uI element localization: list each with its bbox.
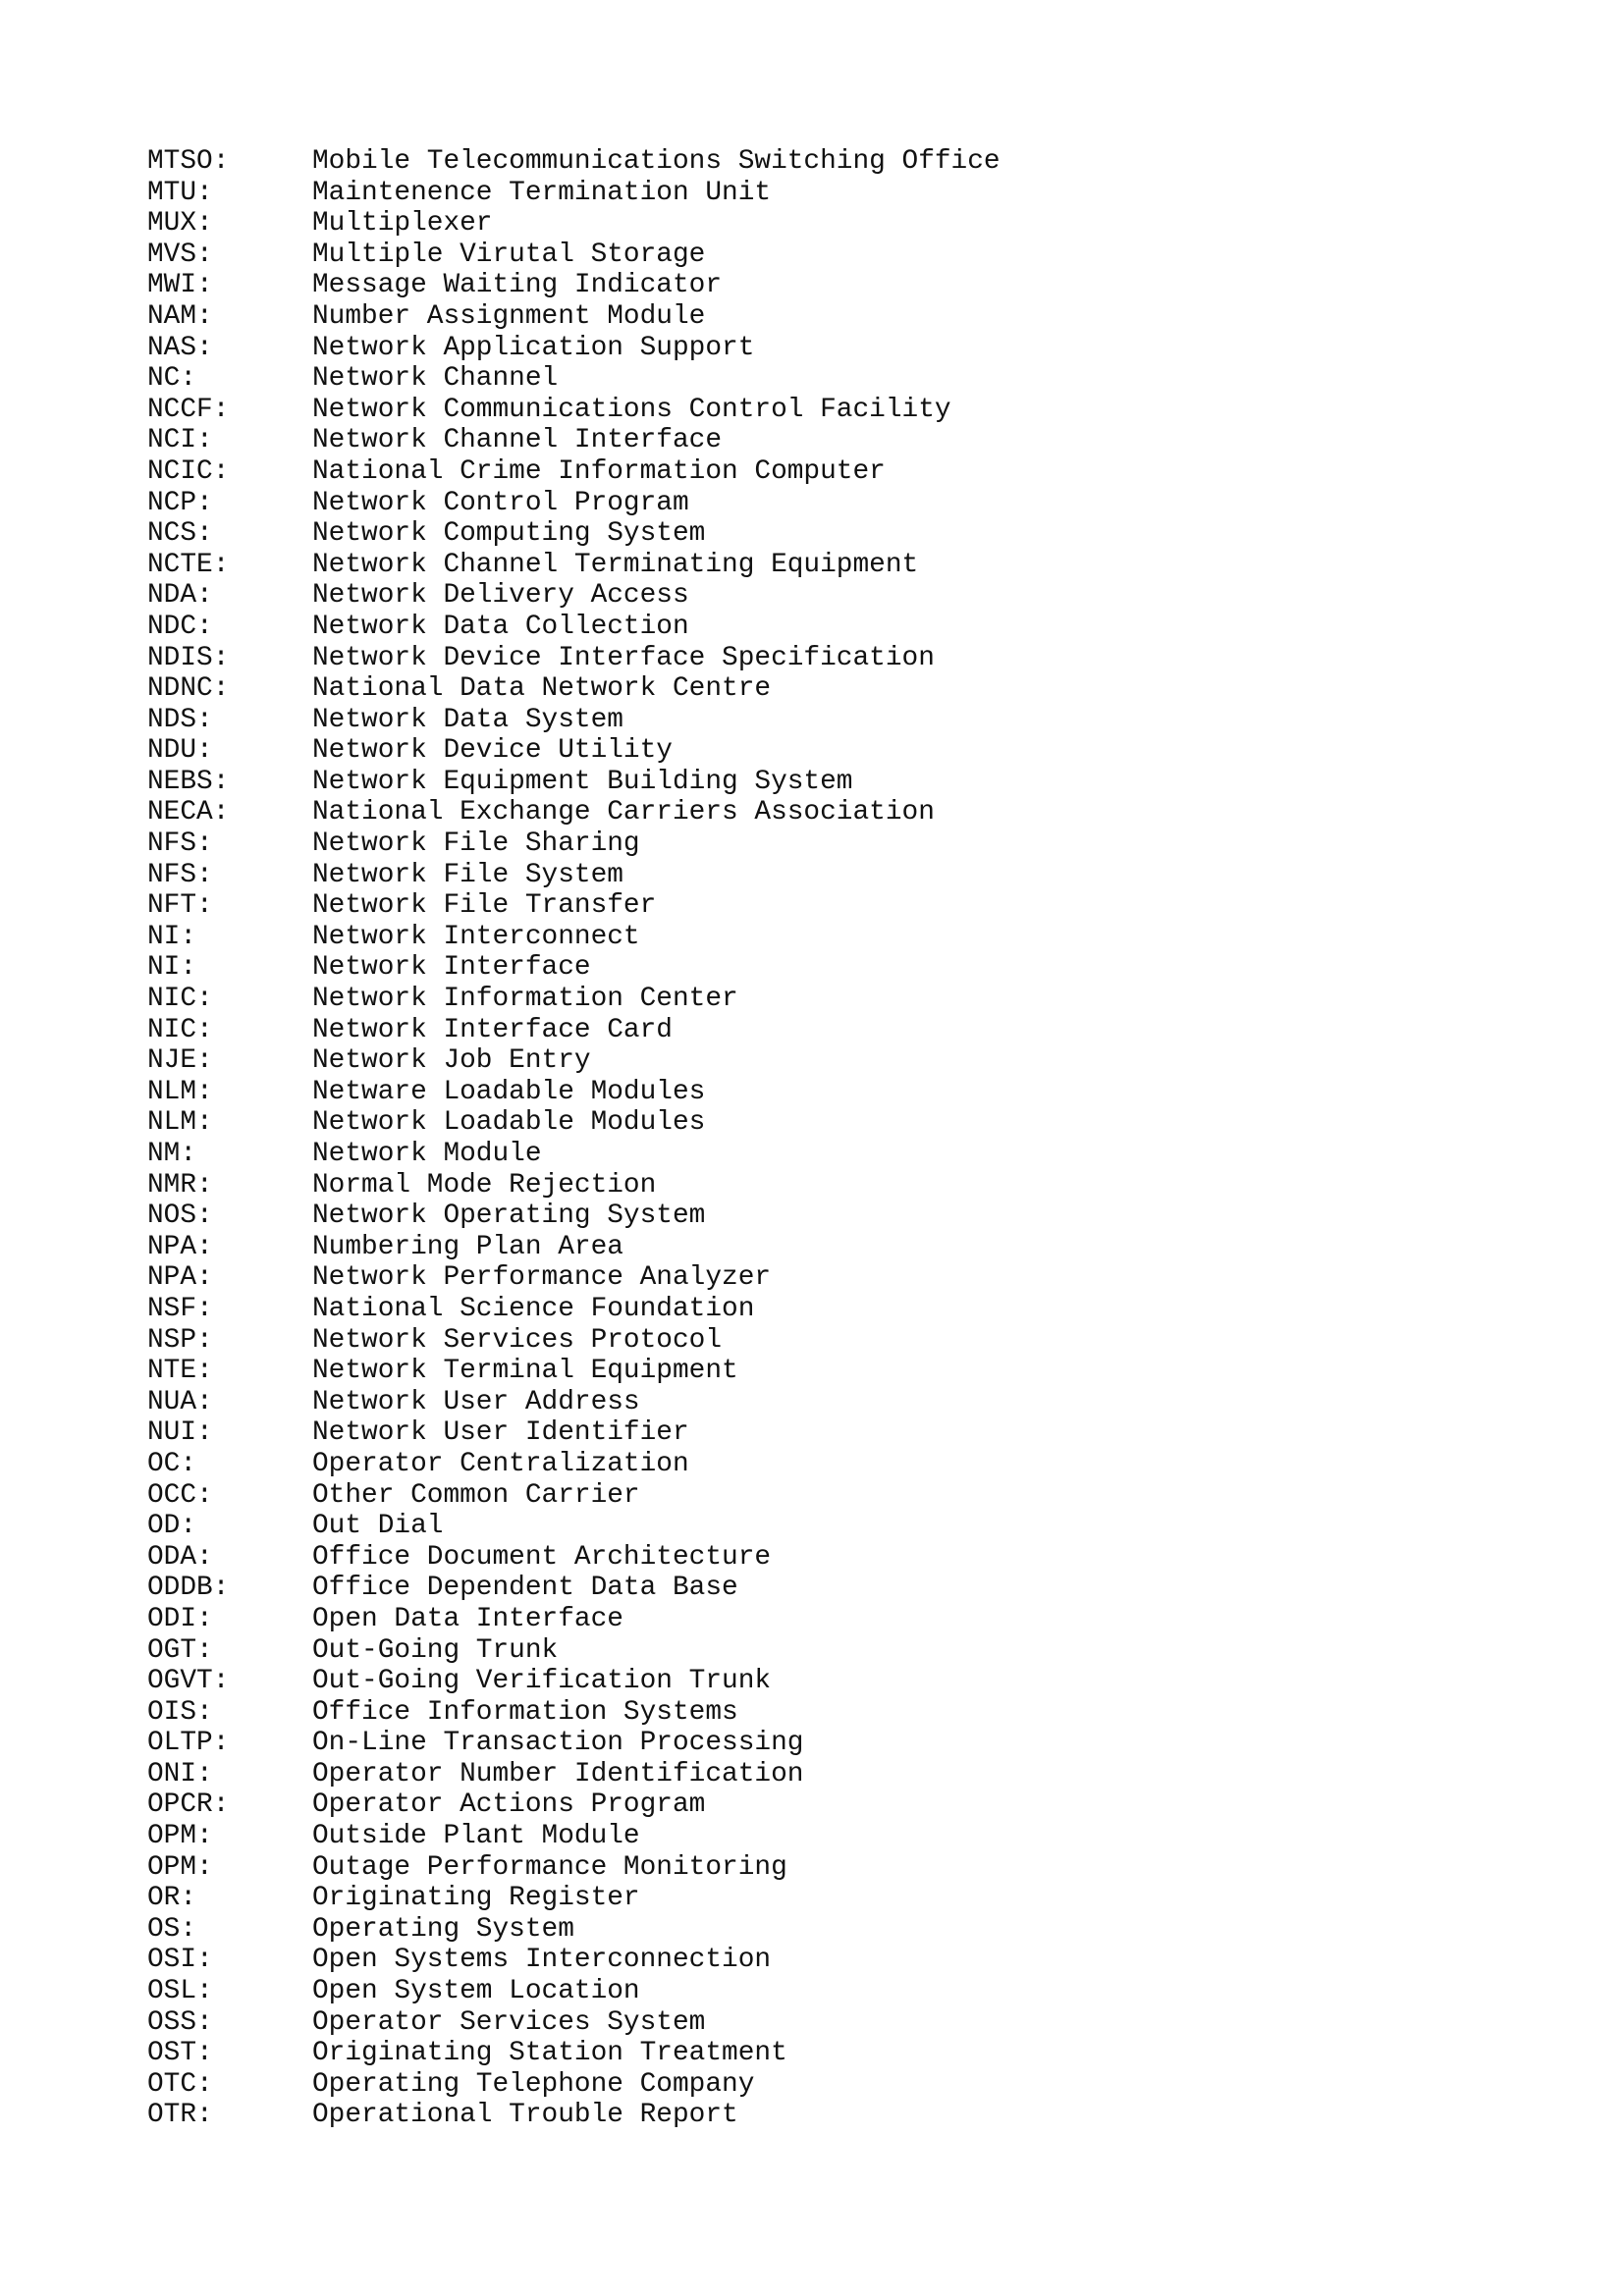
acronym: NLM: (147, 1076, 213, 1107)
acronym-entry (147, 890, 1001, 922)
acronym: NUI: (147, 1417, 213, 1449)
acronym: OPCR: (147, 1789, 230, 1821)
acronym: NIC: (147, 1014, 213, 1045)
acronym-definition: Operator Services System (312, 2006, 706, 2038)
acronym-definition: Network Performance Analyzer (312, 1262, 772, 1294)
acronym-definition: Network Terminal Equipment (312, 1356, 738, 1387)
acronym-entry (147, 146, 1001, 178)
acronym-definition: Network File System (312, 859, 623, 890)
acronym: NCP: (147, 487, 213, 518)
acronym-definition: Network Interface (312, 952, 591, 984)
acronym-definition: National Crime Information Computer (312, 455, 886, 487)
acronym: NDA: (147, 580, 213, 612)
acronym-definition: Network Equipment Building System (312, 766, 853, 797)
acronym-definition: Network Device Utility (312, 735, 673, 767)
acronym-entry (147, 333, 1001, 364)
acronym: OTC: (147, 2068, 213, 2100)
acronym: NFS: (147, 828, 213, 860)
acronym: OPM: (147, 1821, 213, 1852)
acronym: NOS: (147, 1201, 213, 1232)
acronym-definition: Number Assignment Module (312, 300, 706, 332)
acronym-definition: Operator Centralization (312, 1448, 689, 1479)
acronym-entry (147, 1232, 1001, 1263)
acronym-entry (147, 1015, 1001, 1046)
acronym: MWI: (147, 270, 213, 301)
acronym-definition: Network File Transfer (312, 890, 657, 922)
acronym: ODDB: (147, 1573, 230, 1604)
acronym-definition: Network Computing System (312, 518, 706, 550)
acronym-entry (147, 1077, 1001, 1108)
acronym-definition: Network Services Protocol (312, 1324, 723, 1356)
acronym: NCI: (147, 425, 213, 456)
acronym-definition: Maintenence Termination Unit (312, 177, 772, 208)
acronym-definition: Multiplexer (312, 208, 493, 240)
acronym-definition: Open System Location (312, 1976, 640, 2007)
acronym-entry (147, 1976, 1001, 2007)
acronym-definition: Network Application Support (312, 332, 755, 363)
acronym: NCTE: (147, 549, 230, 580)
acronym-definition: Network Communications Control Facility (312, 394, 951, 425)
acronym: NFT: (147, 890, 213, 922)
acronym: NCIC: (147, 455, 230, 487)
acronym-entry (147, 1511, 1001, 1542)
acronym-definition: Network Loadable Modules (312, 1107, 706, 1139)
acronym: OPM: (147, 1851, 213, 1883)
acronym-entry (147, 612, 1001, 643)
acronym-entry (147, 240, 1001, 271)
acronym-definition: National Data Network Centre (312, 673, 772, 705)
acronym-definition: Network Data Collection (312, 611, 689, 642)
acronym-entry (147, 1852, 1001, 1884)
acronym-entry (147, 952, 1001, 984)
acronym-entry (147, 1139, 1001, 1170)
acronym: OC: (147, 1448, 197, 1479)
acronym-entry (147, 984, 1001, 1015)
acronym-entry (147, 301, 1001, 333)
acronym-entry (147, 1170, 1001, 1201)
acronym: OIS: (147, 1696, 213, 1728)
acronym-entry (147, 550, 1001, 581)
acronym-definition: Network Interconnect (312, 921, 640, 952)
acronym-entry (147, 1789, 1001, 1821)
acronym-definition: Out-Going Verification Trunk (312, 1666, 772, 1697)
acronym-list (147, 146, 1001, 2131)
acronym-definition: Open Systems Interconnection (312, 1945, 772, 1976)
acronym-entry (147, 395, 1001, 426)
acronym-entry (147, 1697, 1001, 1729)
acronym-definition: Operator Number Identification (312, 1758, 804, 1789)
acronym-entry (147, 1294, 1001, 1325)
acronym-entry (147, 518, 1001, 550)
acronym: MTU: (147, 177, 213, 208)
acronym: NTE: (147, 1356, 213, 1387)
acronym: NAM: (147, 300, 213, 332)
acronym-entry (147, 1262, 1001, 1294)
acronym-definition: Network Interface Card (312, 1014, 673, 1045)
acronym-entry (147, 860, 1001, 891)
acronym-definition: Network Channel Terminating Equipment (312, 549, 919, 580)
acronym-entry (147, 767, 1001, 798)
acronym: NLM: (147, 1107, 213, 1139)
acronym-entry (147, 1604, 1001, 1635)
acronym: MUX: (147, 208, 213, 240)
acronym-definition: Out Dial (312, 1511, 444, 1542)
acronym-definition: Network Channel Interface (312, 425, 723, 456)
acronym: NM: (147, 1139, 197, 1169)
acronym: NDIS: (147, 642, 230, 673)
acronym-definition: Outside Plant Module (312, 1821, 640, 1852)
acronym-definition: Originating Register (312, 1883, 640, 1914)
acronym: OSI: (147, 1945, 213, 1976)
acronym-definition: Network Delivery Access (312, 580, 689, 612)
acronym-entry (147, 828, 1001, 860)
acronym: OGVT: (147, 1666, 230, 1697)
acronym: MTSO: (147, 146, 230, 177)
acronym-entry (147, 1201, 1001, 1232)
acronym-definition: Network Control Program (312, 487, 689, 518)
acronym-definition: On-Line Transaction Processing (312, 1728, 804, 1759)
acronym-definition: Network Operating System (312, 1201, 706, 1232)
acronym-entry (147, 580, 1001, 612)
acronym-definition: Netware Loadable Modules (312, 1076, 706, 1107)
acronym-entry (147, 1666, 1001, 1697)
acronym-entry (147, 1635, 1001, 1667)
acronym: NDU: (147, 735, 213, 767)
acronym-entry (147, 2007, 1001, 2039)
acronym: NJE: (147, 1045, 213, 1077)
acronym: NAS: (147, 332, 213, 363)
acronym-definition: Open Data Interface (312, 1603, 623, 1634)
acronym-entry (147, 2038, 1001, 2069)
acronym-entry (147, 1542, 1001, 1574)
acronym-entry (147, 1821, 1001, 1852)
acronym: OS: (147, 1913, 197, 1945)
acronym: ONI: (147, 1758, 213, 1789)
acronym: NSP: (147, 1324, 213, 1356)
acronym: NFS: (147, 859, 213, 890)
acronym-definition: Office Document Architecture (312, 1541, 772, 1573)
acronym-definition: Operating Telephone Company (312, 2068, 755, 2100)
acronym-definition: Mobile Telecommunications Switching Office (312, 146, 1001, 177)
acronym-entry (147, 1045, 1001, 1077)
acronym-definition: Office Dependent Data Base (312, 1573, 738, 1604)
acronym-entry (147, 1387, 1001, 1418)
acronym-entry (147, 705, 1001, 736)
acronym: NI: (147, 952, 197, 984)
acronym: OR: (147, 1883, 197, 1914)
acronym: OCC: (147, 1479, 213, 1511)
acronym-definition: Outage Performance Monitoring (312, 1851, 787, 1883)
acronym: MVS: (147, 239, 213, 270)
acronym-definition: Out-Going Trunk (312, 1634, 559, 1666)
acronym-entry (147, 1356, 1001, 1387)
acronym-entry (147, 1945, 1001, 1976)
acronym-definition: National Science Foundation (312, 1293, 755, 1324)
acronym-definition: Network Job Entry (312, 1045, 591, 1077)
acronym: NC: (147, 363, 197, 395)
acronym: OSL: (147, 1976, 213, 2007)
acronym: NMR: (147, 1169, 213, 1201)
acronym-definition: Network Device Interface Specification (312, 642, 935, 673)
acronym: NCCF: (147, 394, 230, 425)
acronym-entry (147, 1573, 1001, 1604)
acronym-entry (147, 178, 1001, 209)
acronym-definition: Operator Actions Program (312, 1789, 706, 1821)
acronym-entry (147, 2069, 1001, 2101)
acronym-entry (147, 1914, 1001, 1946)
acronym-entry (147, 797, 1001, 828)
acronym-entry (147, 1325, 1001, 1357)
acronym-entry (147, 735, 1001, 767)
acronym-definition: Operational Trouble Report (312, 2100, 738, 2131)
acronym: OD: (147, 1511, 197, 1542)
acronym: NIC: (147, 984, 213, 1015)
acronym-definition: Other Common Carrier (312, 1479, 640, 1511)
acronym: NUA: (147, 1386, 213, 1417)
acronym-entry (147, 488, 1001, 519)
acronym: NDS: (147, 704, 213, 735)
acronym-definition: Network File Sharing (312, 828, 640, 860)
acronym-entry (147, 363, 1001, 395)
acronym-entry (147, 1759, 1001, 1790)
acronym-definition: Message Waiting Indicator (312, 270, 723, 301)
acronym-definition: Network Data System (312, 704, 623, 735)
acronym-definition: Network User Address (312, 1386, 640, 1417)
acronym: OTR: (147, 2100, 213, 2131)
acronym-entry (147, 1480, 1001, 1512)
acronym: ODI: (147, 1603, 213, 1634)
acronym: NI: (147, 921, 197, 952)
acronym: OGT: (147, 1634, 213, 1666)
acronym-definition: Network User Identifier (312, 1417, 689, 1449)
acronym-entry (147, 922, 1001, 953)
acronym-entry (147, 643, 1001, 674)
acronym: NDC: (147, 611, 213, 642)
acronym: NPA: (147, 1231, 213, 1262)
acronym-entry (147, 2100, 1001, 2131)
acronym-definition: Originating Station Treatment (312, 2038, 787, 2069)
acronym-entry (147, 1728, 1001, 1759)
acronym: NSF: (147, 1293, 213, 1324)
acronym-entry (147, 673, 1001, 705)
acronym: OLTP: (147, 1728, 230, 1759)
acronym-definition: Numbering Plan Area (312, 1231, 623, 1262)
acronym-definition: National Exchange Carriers Association (312, 797, 935, 828)
acronym-entry (147, 208, 1001, 240)
acronym: ODA: (147, 1541, 213, 1573)
acronym-entry (147, 1449, 1001, 1480)
acronym-definition: Office Information Systems (312, 1696, 738, 1728)
acronym-entry (147, 1417, 1001, 1449)
acronym-entry (147, 425, 1001, 456)
acronym-definition: Multiple Virutal Storage (312, 239, 706, 270)
acronym-definition: Network Information Center (312, 984, 738, 1015)
acronym: NDNC: (147, 673, 230, 705)
acronym: NEBS: (147, 766, 230, 797)
acronym-definition: Operating System (312, 1913, 574, 1945)
acronym-entry (147, 456, 1001, 488)
acronym: OST: (147, 2038, 213, 2069)
acronym-entry (147, 270, 1001, 301)
acronym-definition: Network Channel (312, 363, 559, 395)
acronym-definition: Network Module (312, 1139, 542, 1169)
acronym: NCS: (147, 518, 213, 550)
acronym-entry (147, 1107, 1001, 1139)
acronym-entry (147, 1883, 1001, 1914)
acronym: NECA: (147, 797, 230, 828)
acronym: NPA: (147, 1262, 213, 1294)
acronym-definition: Normal Mode Rejection (312, 1169, 657, 1201)
acronym: OSS: (147, 2006, 213, 2038)
